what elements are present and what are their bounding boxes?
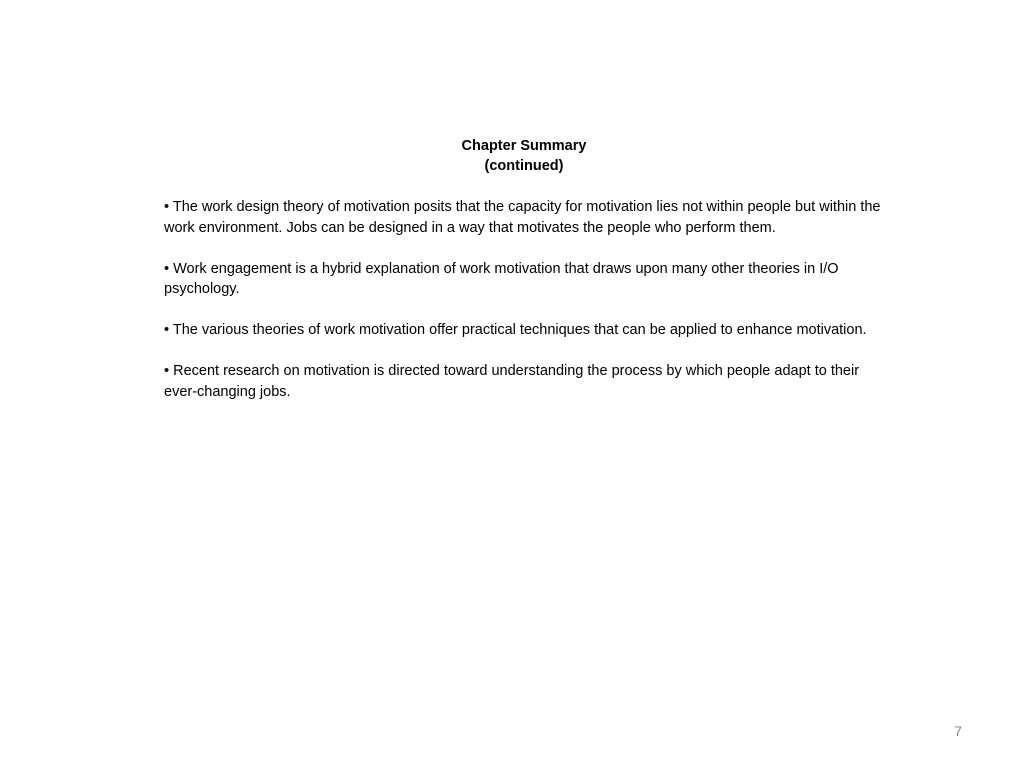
slide-title-block [164,136,884,176]
bullet-item: • Work engagement is a hybrid explanation of work motivation that draws upon many other theories in I/O psychology. [164,260,839,297]
page-number: 7 [954,723,962,739]
slide-title: Chapter Summary [461,138,587,154]
bullet-list [164,197,892,423]
bullet-item: • The work design theory of motivation posits that the capacity for motivation lies not within people but within the work environment. Jobs can be designed in a way that motivates the people who perform them. [164,199,881,236]
bullet-item: • Recent research on motivation is directed toward understanding the process by which people adapt to their ever-changing jobs. [164,363,860,400]
bullet-item: • The various theories of work motivation offer practical techniques that can be applied to enhance motivation. [164,322,867,338]
slide-subtitle: (continued) [484,158,564,174]
